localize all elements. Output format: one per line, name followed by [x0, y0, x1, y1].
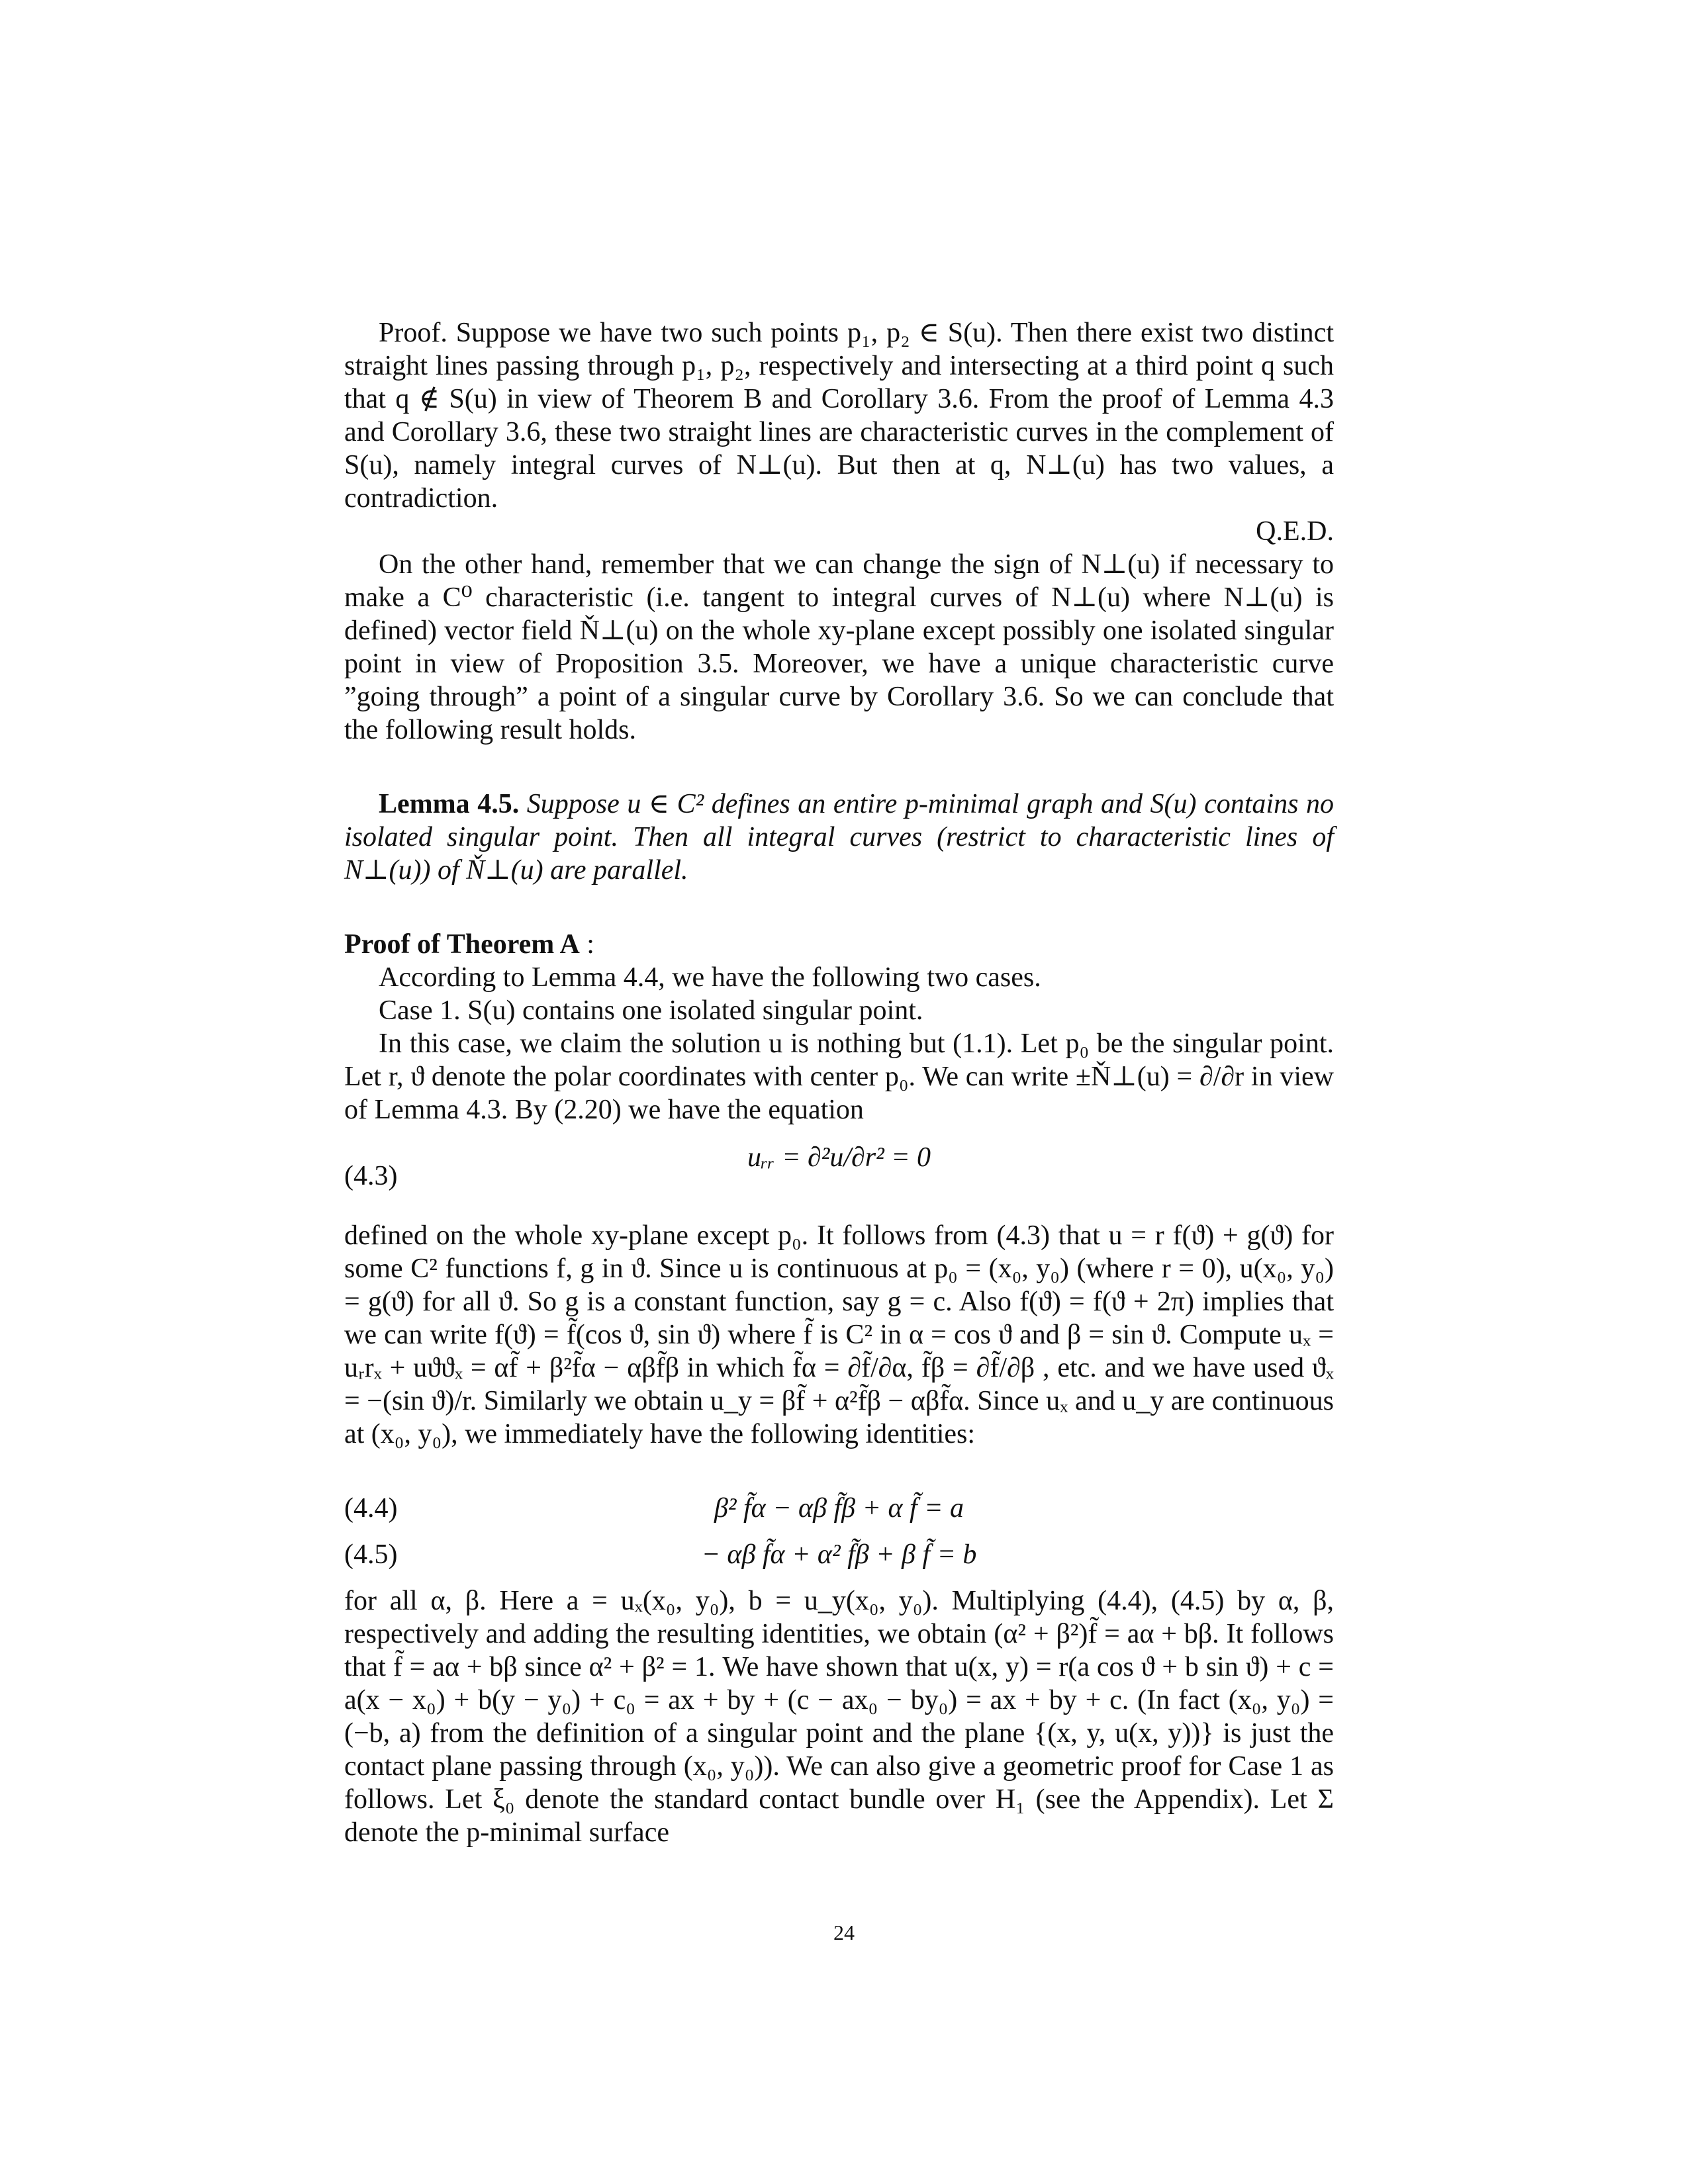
- spacer: [344, 1206, 1334, 1219]
- equation-body: − αβ f̃α + α² f̃β + β f̃ = b: [701, 1539, 977, 1570]
- theorem-proof-colon: :: [579, 929, 594, 960]
- equation-4-4: [344, 1492, 1334, 1538]
- equation-number: (4.4): [344, 1493, 398, 1524]
- paragraph-final: for all α, β. Here a = uₓ(x₀, y₀), b = u_y(x₀, y₀). Multiplying (4.4), (4.5) by α, β, respectively and adding the resulting identities, we obtain (α² + β²)f̃ = aα + bβ. It follows that f̃ = aα + bβ since α² + β² = 1. We have shown that u(x, y) = r(a cos ϑ + b sin ϑ) + c = a(x − x₀) + b(y − y₀) + c₀ = ax + by + (c − ax₀ − by₀) = ax + by + c. (In fact (x₀, y₀) = (−b, a) from the definition of a singular point and the plane {(x, y, u(x, y))} is just the contact plane passing through (x₀, y₀)). We can also give a geometric proof for Case 1 as follows. Let ξ₀ denote the standard contact bundle over H₁ (see the Appendix). Let Σ denote the p-minimal surface: [344, 1586, 1334, 1848]
- theorem-proof-line1: According to Lemma 4.4, we have the following two cases.: [379, 962, 1041, 993]
- page-body: [344, 316, 1334, 1849]
- theorem-proof-line2: Case 1. S(u) contains one isolated singular point.: [379, 995, 923, 1026]
- theorem-proof-paragraph: In this case, we claim the solution u is nothing but (1.1). Let p₀ be the singular point. Let r, ϑ denote the polar coordinates with center p₀. We can write ±Ň⊥(u) = ∂/∂r in view of Lemma 4.3. By (2.20) we have the equation: [344, 1028, 1334, 1125]
- lemma-body: Suppose u ∈ C² defines an entire p-minimal graph and S(u) contains no isolated singular point. Then all integral curves (restrict to characteristic lines of N⊥(u)) of Ň⊥(u) are parallel.: [344, 789, 1334, 886]
- theorem-proof-heading: [344, 928, 1334, 961]
- equation-body: β² f̃α − αβ f̃β + α f̃ = a: [714, 1493, 964, 1524]
- qed-mark: Q.E.D.: [1256, 516, 1334, 547]
- paragraph-defined: defined on the whole xy-plane except p₀. It follows from (4.3) that u = r f(ϑ) + g(ϑ) for some C² functions f, g in ϑ. Since u is continuous at p₀ = (x₀, y₀) (where r = 0), u(x₀, y₀) = g(ϑ) for all ϑ. So g is a constant function, say g = c. Also f(ϑ) = f(ϑ + 2π) implies that we can write f(ϑ) = f̃(cos ϑ, sin ϑ) where f̃ is C² in α = cos ϑ and β = sin ϑ. Compute uₓ = uᵣrₓ + uϑϑₓ = αf̃ + β²f̃α − αβf̃β in which f̃α = ∂f̃/∂α, f̃β = ∂f̃/∂β , etc. and we have used ϑₓ = −(sin ϑ)/r. Similarly we obtain u_y = βf̃ + α²f̃β − αβf̃α. Since uₓ and u_y are continuous at (x₀, y₀), we immediately have the following identities:: [344, 1220, 1334, 1449]
- lemma-heading: Lemma 4.5.: [379, 789, 520, 819]
- equation-4-5: [344, 1538, 1334, 1584]
- paragraph-other-hand: On the other hand, remember that we can change the sign of N⊥(u) if necessary to make a C⁰ characteristic (i.e. tangent to integral curves of N⊥(u) where N⊥(u) is defined) vector field Ň⊥(u) on the whole xy-plane except possibly one isolated singular point in view of Proposition 3.5. Moreover, we have a unique characteristic curve ”going through” a point of a singular curve by Corollary 3.6. So we can conclude that the following result holds.: [344, 549, 1335, 745]
- spacer: [344, 1451, 1334, 1492]
- equation-body: uᵣᵣ = ∂²u/∂r² = 0: [747, 1142, 931, 1173]
- page-number: 24: [833, 1921, 855, 1944]
- lemma-4-5: [344, 788, 1334, 887]
- equation-4-3: [344, 1140, 1334, 1206]
- spacer: [344, 1126, 1334, 1140]
- equation-number: (4.3): [344, 1161, 398, 1191]
- spacer: [344, 887, 1334, 928]
- equation-number: (4.5): [344, 1539, 398, 1570]
- spacer: [344, 747, 1334, 788]
- proof-paragraph: Proof. Suppose we have two such points p₁, p₂ ∈ S(u). Then there exist two distinct straight lines passing through p₁, p₂, respectively and intersecting at a third point q such that q ∉ S(u) in view of Theorem B and Corollary 3.6. From the proof of Lemma 4.3 and Corollary 3.6, these two straight lines are characteristic curves in the complement of S(u), namely integral curves of N⊥(u). But then at q, N⊥(u) has two values, a contradiction.: [344, 318, 1334, 514]
- theorem-proof-title: Proof of Theorem A: [344, 929, 580, 960]
